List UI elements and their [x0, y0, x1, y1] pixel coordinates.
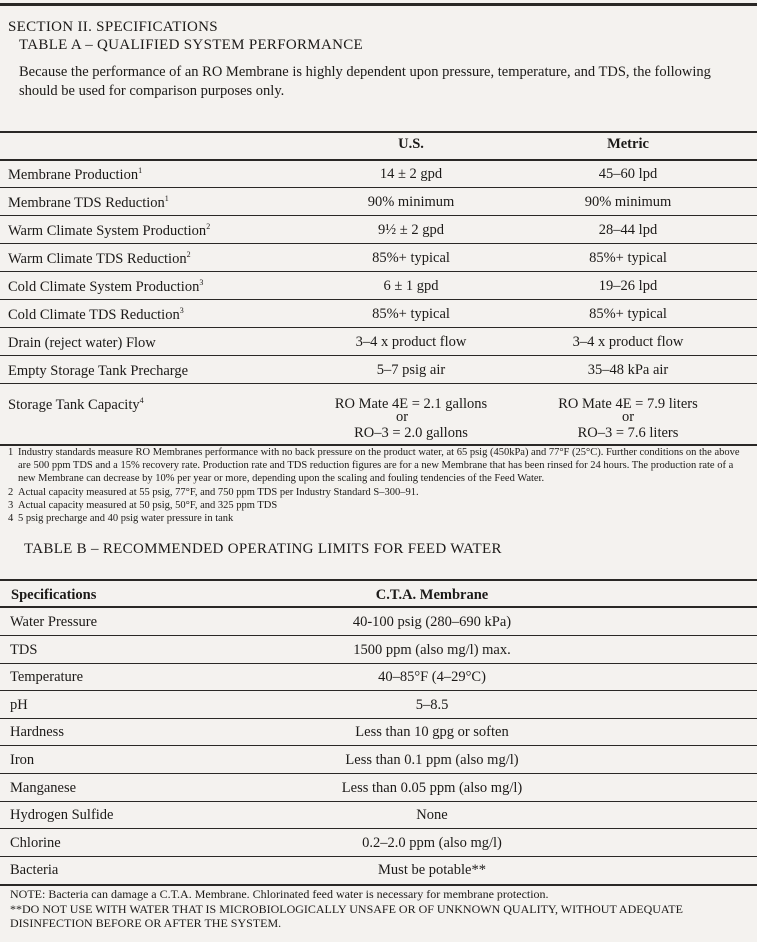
metric-value: 35–48 kPa air [587, 362, 669, 378]
footnote-mark: 3 [8, 500, 14, 511]
row-divider [0, 828, 757, 829]
row-label-text: Cold Climate System Production [8, 278, 200, 295]
row-label [8, 166, 142, 184]
us-value: 5–7 psig air [376, 362, 446, 378]
spec-value: Less than 0.05 ppm (also mg/l) [341, 780, 523, 796]
capacity-metric-line2: RO–3 = 7.6 liters [577, 425, 679, 441]
us-value: 85%+ typical [372, 306, 450, 322]
row-divider [0, 299, 757, 300]
us-value: 9½ ± 2 gpd [378, 222, 444, 238]
footnote [8, 447, 753, 485]
row-label [8, 222, 210, 240]
row-divider [0, 635, 757, 636]
row-label-text: Empty Storage Tank Precharge [8, 362, 189, 379]
table-b-header-rule [0, 606, 757, 608]
spec-value: 40–85°F (4–29°C) [378, 669, 486, 685]
spec-value: None [416, 807, 448, 823]
row-label [8, 278, 203, 296]
row-label [8, 334, 156, 352]
spec-label: TDS [10, 642, 38, 658]
row-footnote-ref: 3 [179, 306, 184, 315]
metric-value: 19–26 lpd [598, 278, 658, 294]
capacity-us-or: or [395, 409, 409, 425]
row-divider [0, 243, 757, 244]
footnote [8, 487, 753, 500]
row-divider [0, 663, 757, 664]
col-cta-header: C.T.A. Membrane [375, 587, 489, 603]
us-value: 6 ± 1 gpd [383, 278, 439, 294]
col-us-header: U.S. [398, 136, 424, 152]
spec-label: Chlorine [10, 835, 61, 851]
metric-value: 45–60 lpd [598, 166, 658, 182]
row-label-text: Cold Climate TDS Reduction [8, 306, 180, 323]
table-a-bottom-rule [0, 444, 757, 446]
spec-value: 1500 ppm (also mg/l) max. [353, 642, 511, 658]
row-divider [0, 187, 757, 188]
row-divider [0, 271, 757, 272]
row-divider [0, 215, 757, 216]
capacity-us-line2: RO–3 = 2.0 gallons [354, 425, 468, 441]
spec-value: 0.2–2.0 ppm (also mg/l) [362, 835, 502, 851]
capacity-metric-line1: RO Mate 4E = 7.9 liters [558, 396, 698, 412]
capacity-us-line1: RO Mate 4E = 2.1 gallons [334, 396, 488, 412]
col-metric-header: Metric [607, 136, 649, 152]
row-divider [0, 355, 757, 356]
spec-label: Hydrogen Sulfide [10, 807, 114, 823]
table-b-bottom-rule [0, 884, 757, 886]
metric-value: 85%+ typical [589, 250, 667, 266]
row-divider [0, 718, 757, 719]
disinfection-warning: **DO NOT USE WITH WATER THAT IS MICROBIOLOGICALLY UNSAFE OR OF UNKNOWN QUALITY, WITHOUT ADEQUATE DISINFECTION BEFORE OR AFTER THE SYSTEM. [10, 902, 683, 930]
table-b-title: TABLE B – RECOMMENDED OPERATING LIMITS FOR FEED WATER [24, 541, 502, 557]
row-label-text: Drain (reject water) Flow [8, 334, 156, 351]
row-label [8, 306, 184, 324]
table-a-intro: Because the performance of an RO Membrane is highly dependent upon pressure, temperature, and TDS, the following should be used for comparison purposes only. [19, 64, 711, 99]
row-footnote-ref: 1 [164, 194, 169, 203]
footnote-mark: 2 [8, 487, 14, 498]
spec-value: Must be potable** [378, 862, 486, 878]
metric-value: 3–4 x product flow [572, 334, 684, 350]
bacteria-note: NOTE: Bacteria can damage a C.T.A. Membrane. Chlorinated feed water is necessary for membrane protection. [10, 887, 549, 901]
footnote-text: 5 psig precharge and 40 psig water pressure in tank [18, 513, 234, 524]
row-label-text: Membrane Production [8, 166, 139, 183]
table-a-header-rule [0, 159, 757, 161]
row-label [8, 362, 188, 380]
row-divider [0, 383, 757, 384]
us-value: 3–4 x product flow [355, 334, 467, 350]
spec-label: Bacteria [10, 862, 59, 878]
row-footnote-ref: 1 [138, 166, 143, 175]
footnote-mark: 4 [8, 513, 14, 524]
us-value: 14 ± 2 gpd [379, 166, 443, 182]
table-a-top-rule [0, 131, 757, 133]
spec-value: Less than 10 gpg or soften [355, 724, 509, 740]
spec-value: Less than 0.1 ppm (also mg/l) [345, 752, 519, 768]
capacity-label [8, 396, 144, 414]
footnote-text: Actual capacity measured at 55 psig, 77°F, and 750 ppm TDS per Industry Standard S–300–91. [18, 487, 419, 498]
footnote-text: Industry standards measure RO Membranes performance with no back pressure on the product water, at 65 psig (450kPa) and 77°F (25°C). Further conditions on the above are 500 ppm TDS and a 15% recovery rate. Production rate and TDS reduction figures are for a new Membrane that has been rinsed for 24 hours. The production rate of a new Membrane can decrease by 10% per year or more, depending upon the scaling and fouling tendencies of the Feed Water. [18, 447, 740, 484]
metric-value: 85%+ typical [589, 306, 667, 322]
row-footnote-ref: 3 [199, 278, 204, 287]
spec-label: Water Pressure [10, 614, 98, 630]
row-footnote-ref: 2 [186, 250, 191, 259]
footnote-mark: 1 [8, 447, 14, 458]
row-label [8, 194, 169, 212]
section-title: SECTION II. SPECIFICATIONS [8, 19, 218, 35]
spec-value: 40-100 psig (280–690 kPa) [352, 614, 512, 630]
row-label-text: Warm Climate System Production [8, 222, 207, 239]
col-spec-header: Specifications [11, 587, 97, 603]
footnote [8, 500, 753, 513]
capacity-sup: 4 [139, 396, 144, 405]
row-footnote-ref: 2 [206, 222, 211, 231]
top-rule [0, 3, 757, 6]
spec-label: Manganese [10, 780, 77, 796]
row-divider [0, 801, 757, 802]
metric-value: 90% minimum [584, 194, 672, 210]
table-a-title: TABLE A – QUALIFIED SYSTEM PERFORMANCE [19, 37, 363, 53]
spec-label: Iron [10, 752, 35, 768]
footnote-text: Actual capacity measured at 50 psig, 50°F, and 325 ppm TDS [18, 500, 278, 511]
footnote [8, 513, 753, 526]
row-divider [0, 856, 757, 857]
capacity-label-text: Storage Tank Capacity [8, 396, 140, 413]
spec-label: Temperature [10, 669, 84, 685]
spec-label: Hardness [10, 724, 64, 740]
us-value: 90% minimum [367, 194, 455, 210]
row-divider [0, 327, 757, 328]
capacity-metric-or: or [621, 409, 635, 425]
row-divider [0, 773, 757, 774]
row-label [8, 250, 191, 268]
row-divider [0, 745, 757, 746]
row-label-text: Warm Climate TDS Reduction [8, 250, 187, 267]
row-divider [0, 690, 757, 691]
us-value: 85%+ typical [372, 250, 450, 266]
spec-label: pH [10, 697, 28, 713]
metric-value: 28–44 lpd [598, 222, 658, 238]
spec-value: 5–8.5 [415, 697, 449, 713]
row-label-text: Membrane TDS Reduction [8, 194, 165, 211]
table-b-top-rule [0, 579, 757, 581]
